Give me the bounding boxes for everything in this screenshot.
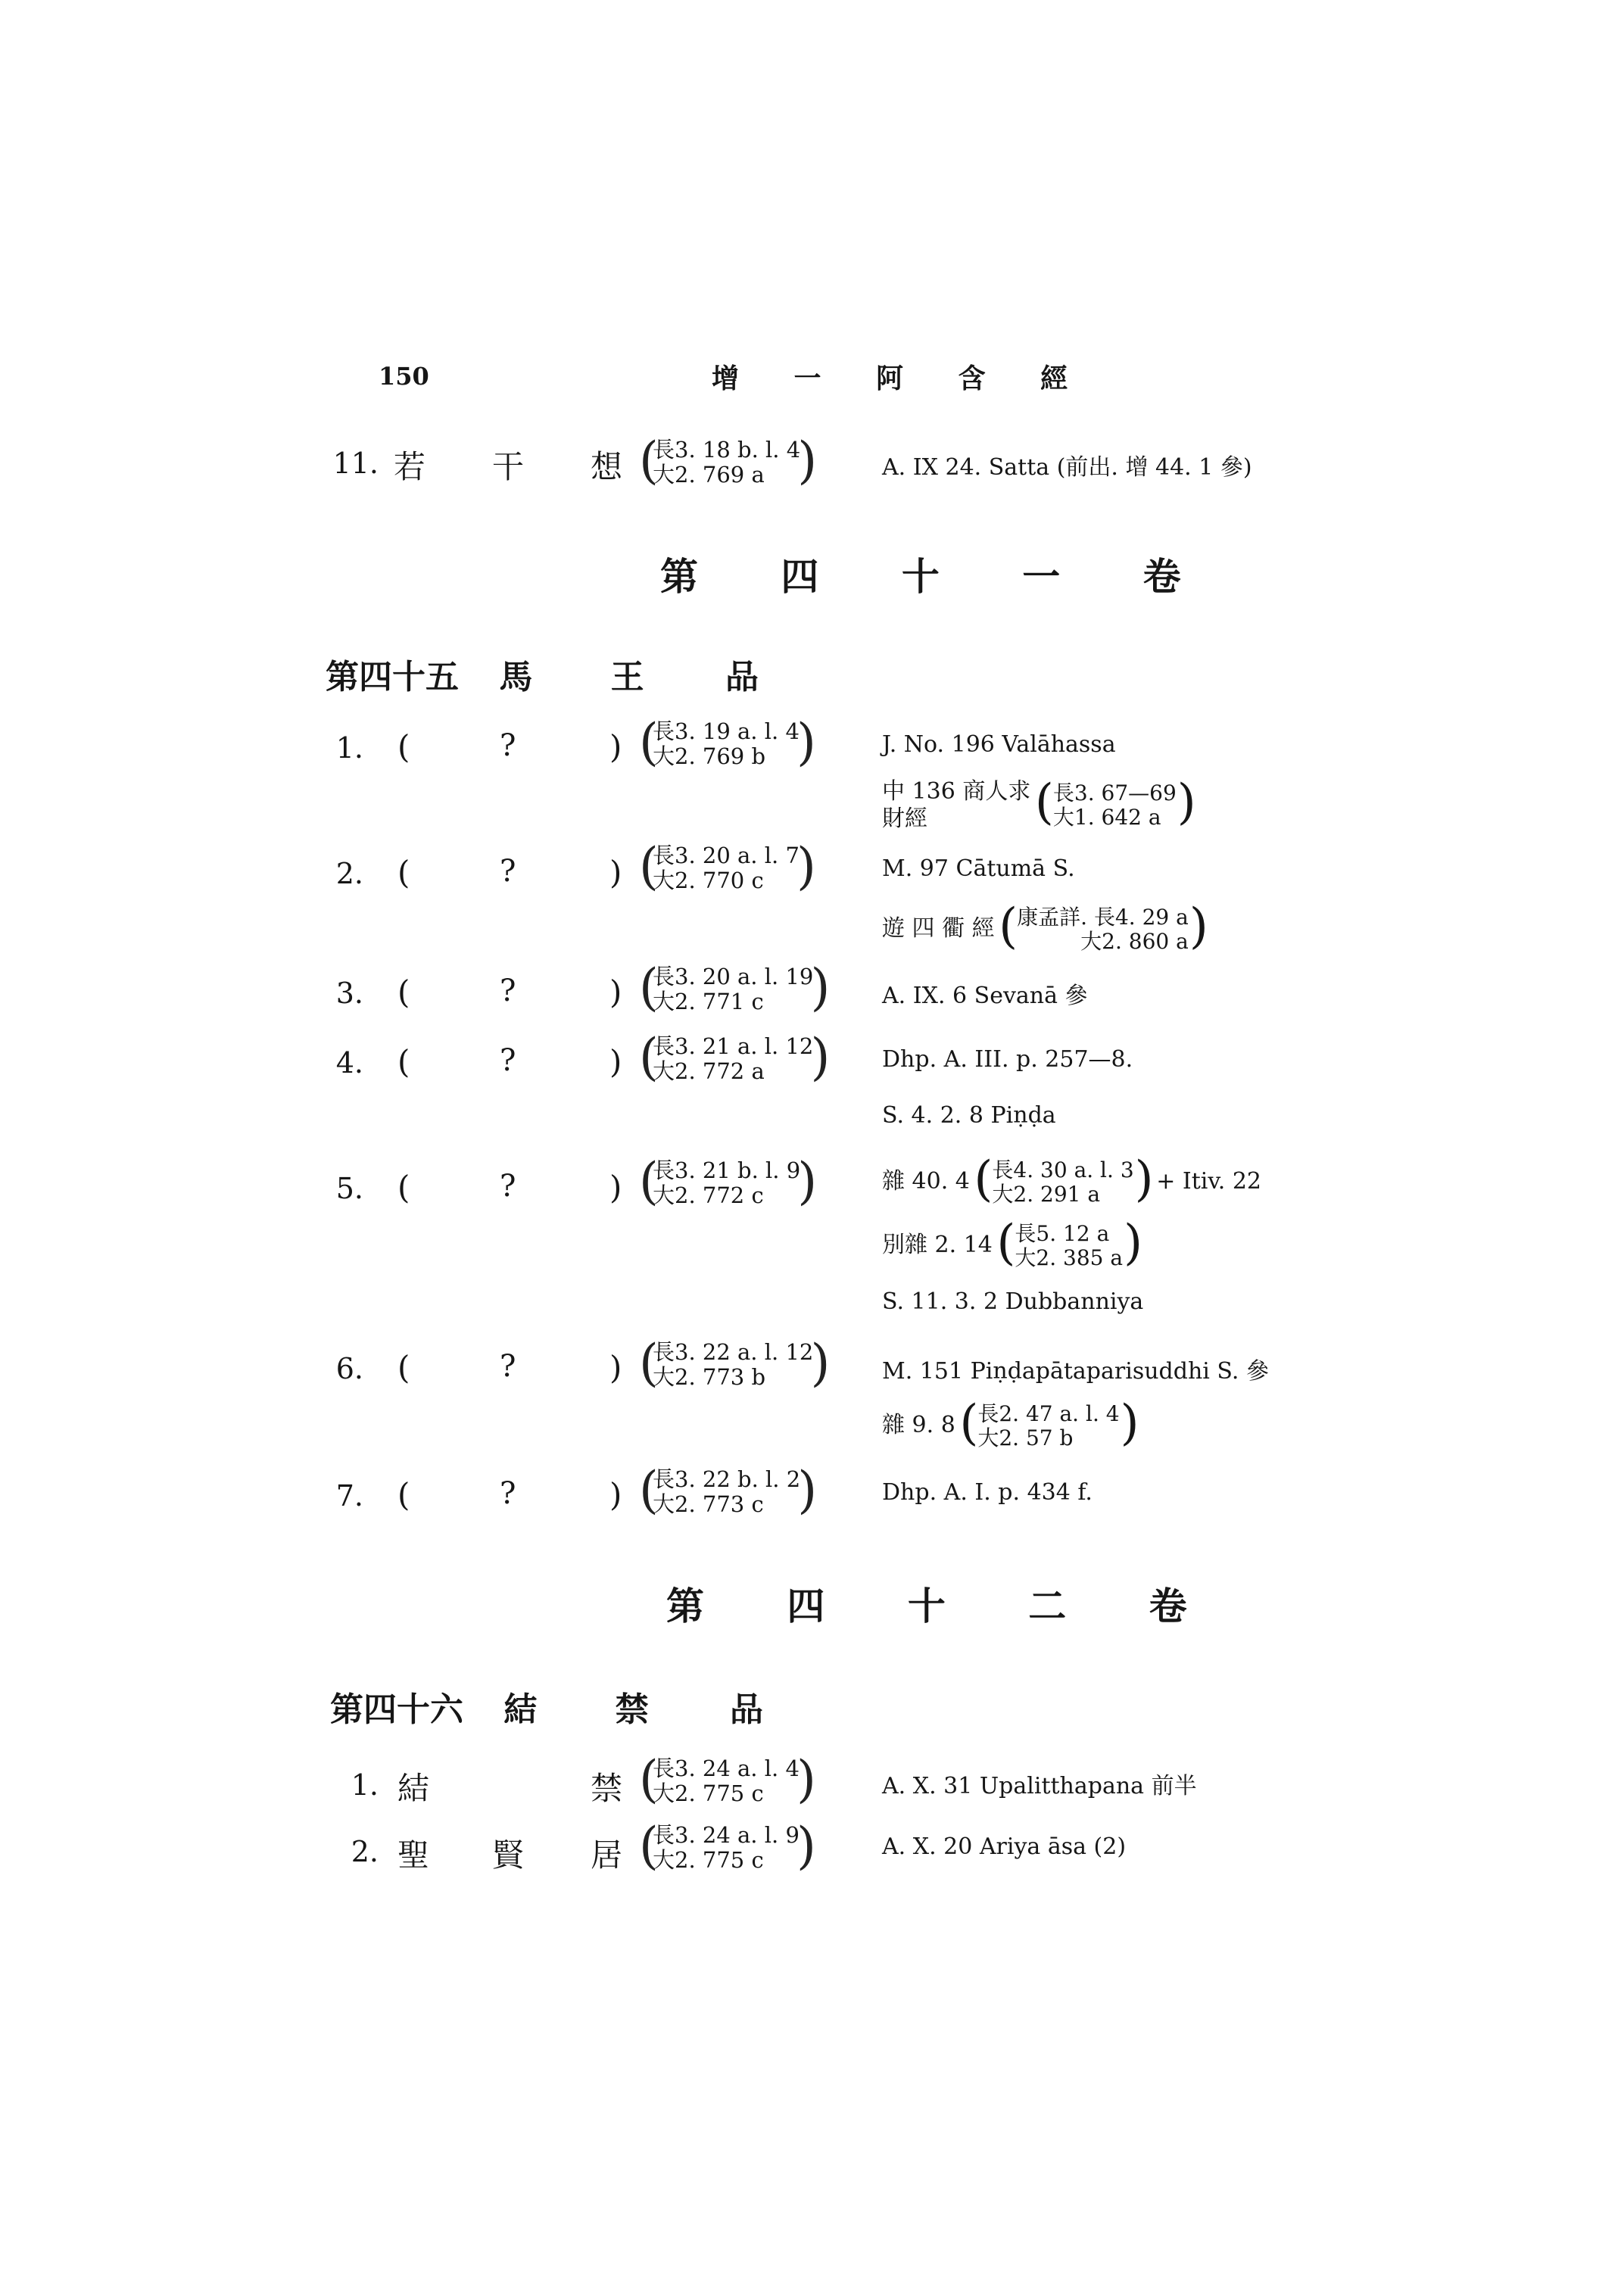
entry-3-reference: ( 長3. 20 a. l. 19 大2. 771 c ) [639, 958, 831, 1017]
close-paren: ) [609, 1169, 622, 1206]
entry-4-number: 4. [335, 1046, 363, 1080]
entry-7-number: 7. [335, 1479, 363, 1513]
ref-line-1: 長4. 30 a. l. 3 [992, 1157, 1134, 1182]
ref-line-1: 長4. 29 a [1093, 905, 1189, 930]
open-paren: ( [397, 1349, 410, 1386]
entry-1-sub [882, 774, 1196, 833]
entry-5-number: 5. [335, 1172, 363, 1205]
entry-7-reference: ( 長3. 22 b. l. 2 大2. 773 c ) [639, 1461, 818, 1519]
entry-46-1-char3: 禁 [591, 1770, 623, 1807]
entry-2-sub-reference: ( 康孟詳. 長4. 29 a 大2. 860 a ) [999, 899, 1208, 955]
entry-1-number: 1. [335, 731, 363, 765]
pin-45-name-3: 品 [725, 658, 759, 696]
ref-line-2: 大2. 772 a [653, 1058, 765, 1084]
ref-line-2: 大2. 769 b [653, 743, 766, 769]
entry-46-2-char3: 居 [591, 1837, 623, 1874]
entry-5-reference: ( 長3. 21 b. l. 9 大2. 772 c ) [639, 1152, 818, 1210]
entry-2-sub [882, 899, 1208, 955]
ref-line-2: 大2. 769 a [653, 462, 765, 488]
entry-2-reference: ( 長3. 20 a. l. 7 大2. 770 c ) [639, 837, 816, 896]
open-paren: ( [397, 1043, 410, 1080]
entry-6-sub [882, 1395, 1139, 1451]
entry-5-sub-reference: ( 長5. 12 a 大2. 385 a ) [996, 1215, 1143, 1271]
entry-11-number: 11. [332, 447, 379, 480]
open-paren: ( [397, 1169, 410, 1206]
ref-line-1: 長3. 21 b. l. 9 [653, 1157, 801, 1183]
ref-line-1: 長3. 24 a. l. 9 [653, 1822, 800, 1848]
entry-2-parallel: M. 97 Cātumā S. [882, 855, 1075, 882]
open-paren: ( [397, 974, 410, 1011]
unknown-title-mark: ? [500, 728, 516, 763]
juan-42-heading: 第 四 十 二 卷 [666, 1584, 1222, 1628]
pin-46-name-2: 禁 [615, 1690, 649, 1729]
close-paren: ) [609, 1349, 622, 1386]
unknown-title-mark: ? [500, 1476, 516, 1511]
entry-11-title-char1: 若 [394, 448, 426, 485]
close-paren: ) [609, 1476, 622, 1513]
entry-5-sub-title: 別雜 2. 14 [882, 1232, 993, 1258]
page-number: 150 [379, 362, 429, 391]
entry-5-parallel [882, 1151, 1261, 1207]
ref-line-1: 長5. 12 a [1015, 1221, 1110, 1246]
entry-2-sub-title: 遊 四 衢 經 [882, 915, 995, 942]
close-paren: ) [609, 974, 622, 1011]
close-paren: ) [609, 1043, 622, 1080]
pin-46-heading [330, 1682, 763, 1731]
ref-line-2: 大1. 642 a [1052, 805, 1161, 830]
ref-line-2: 大2. 385 a [1015, 1245, 1124, 1270]
ref-line-2: 大2. 775 c [653, 1847, 764, 1873]
pin-45-heading [326, 650, 759, 698]
unknown-title-mark: ? [500, 1169, 516, 1204]
entry-7-parallel: Dhp. A. I. p. 434 f. [882, 1479, 1093, 1506]
ref-line-1: 長3. 19 a. l. 4 [653, 718, 800, 744]
pin-45-name-2: 王 [610, 658, 644, 696]
open-paren: ( [397, 1476, 410, 1513]
entry-46-1-parallel: A. X. 31 Upalitthapana 前半 [882, 1773, 1197, 1799]
entry-6-sub-reference: ( 長2. 47 a. l. 4 大2. 57 b ) [959, 1395, 1139, 1451]
entry-1-sub-line-1: 中 136 商人求 [882, 778, 1031, 805]
entry-6-parallel: M. 151 Piṇḍapātaparisuddhi S. 參 [882, 1358, 1269, 1385]
entry-2-number: 2. [335, 857, 363, 890]
entry-4-sub: S. 4. 2. 8 Piṇḍa [882, 1102, 1056, 1129]
unknown-title-mark: ? [500, 1043, 516, 1078]
entry-11-reference: ( 長3. 18 b. l. 4 大2. 769 a ) [639, 431, 818, 490]
open-paren: ( [397, 854, 410, 891]
entry-1-sub-line-2: 財經 [882, 805, 927, 832]
ref-line-1: 長3. 24 a. l. 4 [653, 1756, 800, 1781]
entry-1-sub-reference: ( 長3. 67—69 大1. 642 a ) [1034, 774, 1196, 830]
ref-line-1: 長3. 22 a. l. 12 [653, 1339, 814, 1365]
entry-1-parallel: J. No. 196 Valāhassa [882, 731, 1116, 758]
ref-line-1: 長3. 22 b. l. 2 [653, 1466, 801, 1492]
running-title: 增 一 阿 含 經 [712, 363, 1091, 394]
unknown-title-mark: ? [500, 854, 516, 889]
entry-46-1-number: 1. [351, 1768, 379, 1802]
entry-46-2-char1: 聖 [397, 1837, 430, 1874]
entry-3-number: 3. [335, 977, 363, 1010]
entry-46-2-parallel: A. X. 20 Ariya āsa (2) [882, 1833, 1127, 1860]
entry-6-sub-title: 雜 9. 8 [882, 1412, 955, 1438]
ref-line-2: 大2. 770 c [653, 868, 764, 893]
entry-5-parallel-a: 雜 40. 4 [882, 1168, 970, 1195]
ref-line-1: 長3. 18 b. l. 4 [653, 437, 801, 463]
entry-1-reference: ( 長3. 19 a. l. 4 大2. 769 b ) [639, 713, 816, 771]
entry-5-sub-2: S. 11. 3. 2 Dubbanniya [882, 1288, 1144, 1315]
ref-line-2: 大2. 775 c [653, 1781, 764, 1806]
entry-46-2-char2: 賢 [492, 1837, 525, 1874]
entry-3-parallel: A. IX. 6 Sevanā 參 [882, 983, 1088, 1009]
entry-6-number: 6. [335, 1352, 363, 1385]
ref-line-2: 大2. 57 b [977, 1425, 1074, 1450]
ref-line-2: 大2. 291 a [992, 1182, 1101, 1207]
entry-5-parallel-b: + Itiv. 22 [1156, 1168, 1261, 1195]
entry-5-sub-1 [882, 1215, 1143, 1271]
entry-46-1-char1: 結 [397, 1770, 430, 1807]
pin-45-name-1: 馬 [499, 658, 533, 696]
open-paren: ( [397, 728, 410, 765]
pin-46-label: 第四十六 [330, 1690, 463, 1729]
pin-45-label: 第四十五 [326, 658, 459, 696]
entry-11-parallel: A. IX 24. Satta (前出. 增 44. 1 參) [882, 454, 1252, 481]
ref-line-2: 大2. 773 b [653, 1364, 766, 1390]
entry-46-1-reference: ( 長3. 24 a. l. 4 大2. 775 c ) [639, 1750, 816, 1809]
ref-line-2: 大2. 772 c [653, 1182, 764, 1208]
unknown-title-mark: ? [500, 1349, 516, 1384]
entry-5-parallel-reference: ( 長4. 30 a. l. 3 大2. 291 a ) [974, 1151, 1154, 1207]
ref-line-1: 長3. 21 a. l. 12 [653, 1033, 814, 1059]
entry-6-reference: ( 長3. 22 a. l. 12 大2. 773 b ) [639, 1334, 831, 1392]
close-paren: ) [609, 854, 622, 891]
entry-4-parallel: Dhp. A. III. p. 257—8. [882, 1046, 1133, 1073]
ref-line-1: 長3. 20 a. l. 19 [653, 964, 814, 989]
ref-line-1: 長3. 67—69 [1052, 780, 1177, 805]
entry-46-2-number: 2. [351, 1835, 379, 1868]
close-paren: ) [609, 728, 622, 765]
entry-11-title-char3: 想 [591, 448, 623, 485]
entry-11-title-char2: 干 [492, 448, 525, 485]
juan-41-heading: 第 四 十 一 卷 [660, 554, 1216, 599]
ref-line-2: 大2. 771 c [653, 989, 764, 1014]
translator: 康孟詳. [1017, 905, 1088, 930]
ref-line-1: 長3. 20 a. l. 7 [653, 843, 800, 868]
entry-4-reference: ( 長3. 21 a. l. 12 大2. 772 a ) [639, 1028, 831, 1086]
pin-46-name-1: 結 [503, 1690, 538, 1729]
entry-46-2-reference: ( 長3. 24 a. l. 9 大2. 775 c ) [639, 1817, 816, 1875]
unknown-title-mark: ? [500, 974, 516, 1008]
ref-line-2: 大2. 860 a [1080, 929, 1189, 954]
pin-46-name-3: 品 [729, 1690, 763, 1729]
ref-line-2: 大2. 773 c [653, 1491, 764, 1517]
ref-line-1: 長2. 47 a. l. 4 [977, 1401, 1120, 1426]
